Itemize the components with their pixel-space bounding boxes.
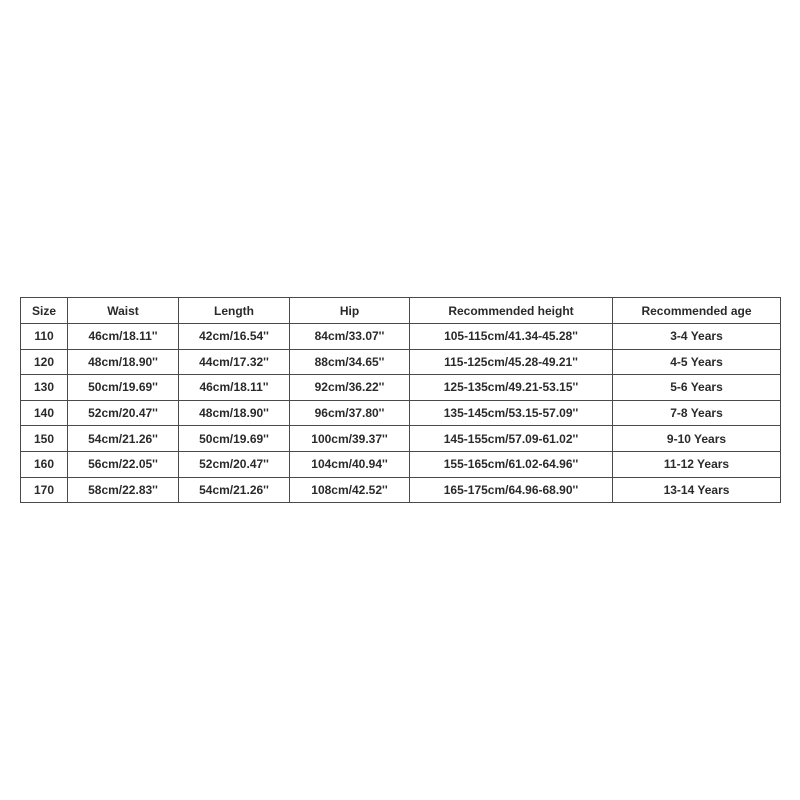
cell-hip: 88cm/34.65'' bbox=[290, 349, 410, 375]
cell-recommended-height: 125-135cm/49.21-53.15'' bbox=[410, 375, 613, 401]
table-row bbox=[21, 349, 781, 375]
cell-size: 160 bbox=[21, 451, 68, 477]
cell-waist: 56cm/22.05'' bbox=[68, 451, 179, 477]
cell-recommended-age: 3-4 Years bbox=[613, 324, 781, 350]
cell-hip: 104cm/40.94'' bbox=[290, 451, 410, 477]
table-row bbox=[21, 375, 781, 401]
cell-size: 120 bbox=[21, 349, 68, 375]
cell-recommended-height: 165-175cm/64.96-68.90'' bbox=[410, 477, 613, 503]
header-row bbox=[21, 298, 781, 324]
cell-hip: 100cm/39.37'' bbox=[290, 426, 410, 452]
table-row bbox=[21, 400, 781, 426]
cell-length: 42cm/16.54'' bbox=[179, 324, 290, 350]
table-body bbox=[21, 324, 781, 503]
header-hip: Hip bbox=[290, 298, 410, 324]
cell-waist: 52cm/20.47'' bbox=[68, 400, 179, 426]
cell-length: 48cm/18.90'' bbox=[179, 400, 290, 426]
cell-length: 44cm/17.32'' bbox=[179, 349, 290, 375]
cell-hip: 108cm/42.52'' bbox=[290, 477, 410, 503]
cell-length: 46cm/18.11'' bbox=[179, 375, 290, 401]
cell-hip: 96cm/37.80'' bbox=[290, 400, 410, 426]
cell-recommended-age: 9-10 Years bbox=[613, 426, 781, 452]
cell-waist: 54cm/21.26'' bbox=[68, 426, 179, 452]
cell-size: 130 bbox=[21, 375, 68, 401]
table-header bbox=[21, 298, 781, 324]
cell-recommended-age: 11-12 Years bbox=[613, 451, 781, 477]
size-chart-table bbox=[20, 297, 781, 503]
header-recommended-age: Recommended age bbox=[613, 298, 781, 324]
cell-recommended-height: 105-115cm/41.34-45.28'' bbox=[410, 324, 613, 350]
cell-waist: 46cm/18.11'' bbox=[68, 324, 179, 350]
cell-recommended-height: 155-165cm/61.02-64.96'' bbox=[410, 451, 613, 477]
cell-waist: 48cm/18.90'' bbox=[68, 349, 179, 375]
cell-size: 150 bbox=[21, 426, 68, 452]
cell-hip: 84cm/33.07'' bbox=[290, 324, 410, 350]
header-size: Size bbox=[21, 298, 68, 324]
cell-hip: 92cm/36.22'' bbox=[290, 375, 410, 401]
cell-recommended-height: 145-155cm/57.09-61.02'' bbox=[410, 426, 613, 452]
cell-waist: 58cm/22.83'' bbox=[68, 477, 179, 503]
cell-recommended-height: 115-125cm/45.28-49.21'' bbox=[410, 349, 613, 375]
table-row bbox=[21, 477, 781, 503]
cell-recommended-age: 4-5 Years bbox=[613, 349, 781, 375]
cell-size: 140 bbox=[21, 400, 68, 426]
cell-recommended-age: 5-6 Years bbox=[613, 375, 781, 401]
table-row bbox=[21, 324, 781, 350]
header-length: Length bbox=[179, 298, 290, 324]
table-row bbox=[21, 426, 781, 452]
cell-recommended-age: 13-14 Years bbox=[613, 477, 781, 503]
cell-size: 110 bbox=[21, 324, 68, 350]
cell-length: 54cm/21.26'' bbox=[179, 477, 290, 503]
cell-waist: 50cm/19.69'' bbox=[68, 375, 179, 401]
cell-length: 50cm/19.69'' bbox=[179, 426, 290, 452]
cell-size: 170 bbox=[21, 477, 68, 503]
cell-length: 52cm/20.47'' bbox=[179, 451, 290, 477]
header-recommended-height: Recommended height bbox=[410, 298, 613, 324]
header-waist: Waist bbox=[68, 298, 179, 324]
cell-recommended-age: 7-8 Years bbox=[613, 400, 781, 426]
cell-recommended-height: 135-145cm/53.15-57.09'' bbox=[410, 400, 613, 426]
table-row bbox=[21, 451, 781, 477]
